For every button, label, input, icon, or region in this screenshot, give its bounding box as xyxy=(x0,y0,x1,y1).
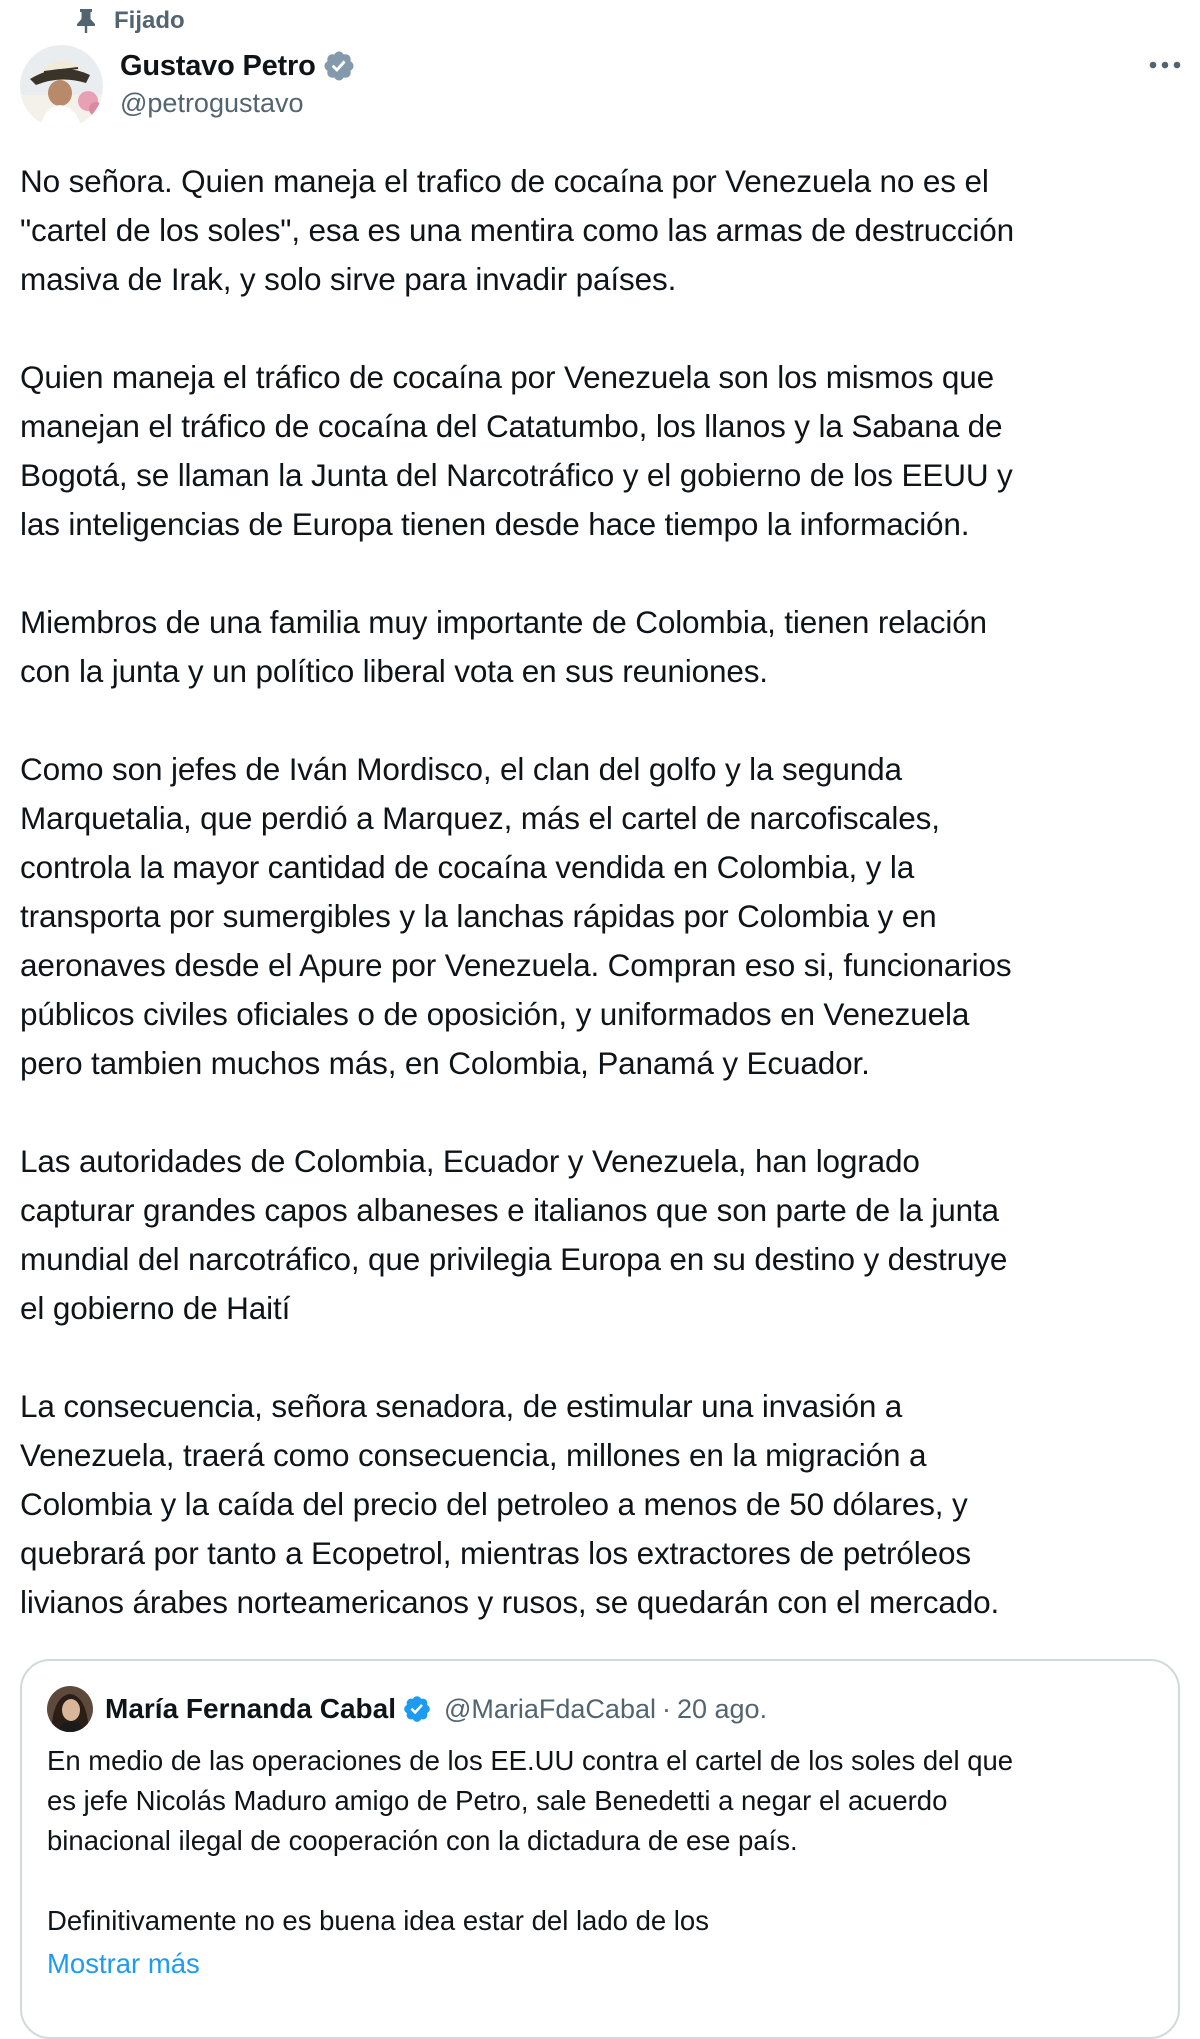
tweet-paragraph xyxy=(20,1382,1190,1627)
tweet-line: Bogotá, se llaman la Junta del Narcotráfico y el gobierno de los EEUU y xyxy=(20,457,1013,493)
tweet-paragraph xyxy=(20,353,1190,549)
tweet-line: públicos civiles oficiales o de oposición, y uniformados en Venezuela xyxy=(20,996,970,1032)
pin-icon xyxy=(74,8,98,34)
separator-dot: · xyxy=(661,1693,671,1724)
tweet-paragraph xyxy=(20,1137,1190,1333)
quoted-text xyxy=(47,1741,1157,1941)
quoted-line: En medio de las operaciones de los EE.UU contra el cartel de los soles del que xyxy=(47,1745,1014,1776)
tweet-line: quebrará por tanto a Ecopetrol, mientras los extractores de petróleos xyxy=(20,1535,971,1571)
avatar[interactable] xyxy=(20,45,103,128)
tweet-line: Colombia y la caída del precio del petroleo a menos de 50 dólares, y xyxy=(20,1486,968,1522)
tweet-line: aeronaves desde el Apure por Venezuela. Compran eso si, funcionarios xyxy=(20,947,1012,983)
author-handle[interactable]: @petrogustavo xyxy=(120,88,304,118)
tweet-line: masiva de Irak, y solo sirve para invadir países. xyxy=(20,261,677,297)
tweet-text xyxy=(20,157,1190,1627)
author-display-name[interactable]: Gustavo Petro xyxy=(120,49,316,82)
quoted-line: es jefe Nicolás Maduro amigo de Petro, sale Benedetti a negar el acuerdo xyxy=(47,1785,948,1816)
tweet-line: Las autoridades de Colombia, Ecuador y Venezuela, han logrado xyxy=(20,1143,920,1179)
verified-badge-icon xyxy=(322,49,356,83)
more-options-icon xyxy=(1148,60,1182,70)
quoted-line: binacional ilegal de cooperación con la dictadura de ese país. xyxy=(47,1825,798,1856)
tweet-line: con la junta y un político liberal vota en sus reuniones. xyxy=(20,653,768,689)
tweet-line: La consecuencia, señora senadora, de estimular una invasión a xyxy=(20,1388,903,1424)
quoted-handle[interactable]: @MariaFdaCabal xyxy=(443,1693,656,1724)
quoted-display-name[interactable]: María Fernanda Cabal xyxy=(105,1693,396,1724)
quoted-header xyxy=(105,1689,767,1729)
tweet-line: Miembros de una familia muy importante de Colombia, tienen relación xyxy=(20,604,987,640)
quoted-paragraph xyxy=(47,1741,1157,1861)
quoted-paragraph xyxy=(47,1901,1157,1941)
quoted-tweet[interactable] xyxy=(20,1659,1180,2039)
quoted-date[interactable]: 20 ago. xyxy=(676,1693,768,1724)
show-more-link[interactable]: Mostrar más xyxy=(47,1948,200,1979)
tweet-line: Venezuela, traerá como consecuencia, millones en la migración a xyxy=(20,1437,927,1473)
pinned-indicator xyxy=(74,6,185,36)
tweet-line: Quien maneja el tráfico de cocaína por Venezuela son los mismos que xyxy=(20,359,995,395)
tweet-line: manejan el tráfico de cocaína del Catatumbo, los llanos y la Sabana de xyxy=(20,408,1003,444)
tweet-line: livianos árabes norteamericanos y rusos, se quedarán con el mercado. xyxy=(20,1584,1000,1620)
pinned-label: Fijado xyxy=(114,7,185,34)
verified-badge-icon xyxy=(402,1694,432,1724)
tweet-line: controla la mayor cantidad de cocaína vendida en Colombia, y la xyxy=(20,849,915,885)
tweet-line: las inteligencias de Europa tienen desde hace tiempo la información. xyxy=(20,506,970,542)
tweet-paragraph xyxy=(20,598,1190,696)
tweet-line: transporta por sumergibles y la lanchas rápidas por Colombia y en xyxy=(20,898,937,934)
author-name-row[interactable] xyxy=(120,46,356,86)
tweet-line: pero tambien muchos más, en Colombia, Panamá y Ecuador. xyxy=(20,1045,870,1081)
tweet-line: capturar grandes capos albaneses e italianos que son parte de la junta xyxy=(20,1192,999,1228)
tweet-line: Marquetalia, que perdió a Marquez, más el cartel de narcofiscales, xyxy=(20,800,940,836)
quoted-avatar[interactable] xyxy=(47,1686,93,1732)
tweet-paragraph xyxy=(20,745,1190,1088)
tweet-paragraph xyxy=(20,157,1190,304)
tweet-line: "cartel de los soles", esa es una mentira como las armas de destrucción xyxy=(20,212,1014,248)
tweet-line: el gobierno de Haití xyxy=(20,1290,291,1326)
tweet-line: mundial del narcotráfico, que privilegia Europa en su destino y destruye xyxy=(20,1241,1008,1277)
quoted-line: Definitivamente no es buena idea estar del lado de los xyxy=(47,1905,709,1936)
more-options-button[interactable] xyxy=(1140,48,1190,82)
tweet-line: Como son jefes de Iván Mordisco, el clan del golfo y la segunda xyxy=(20,751,902,787)
tweet-line: No señora. Quien maneja el trafico de cocaína por Venezuela no es el xyxy=(20,163,989,199)
